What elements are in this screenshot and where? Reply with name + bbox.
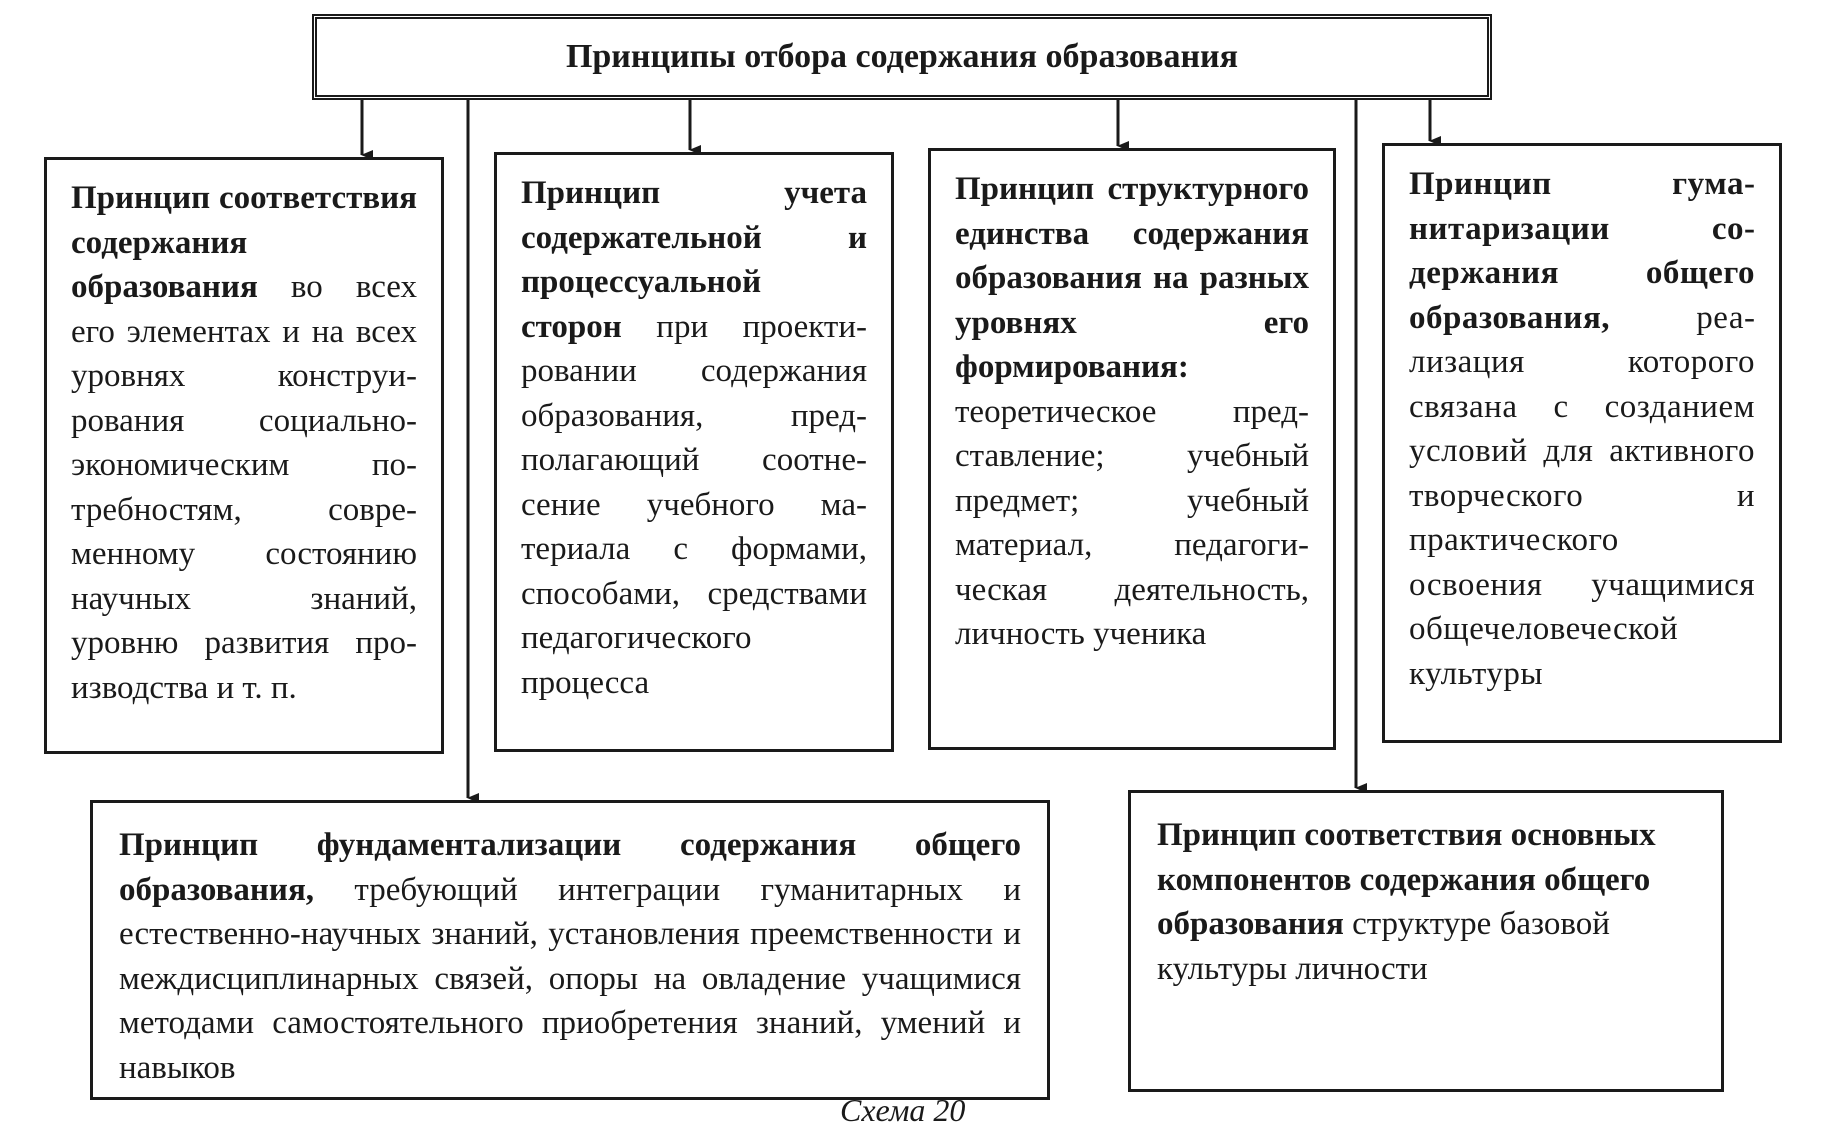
principle-box-basic-culture [1128,790,1724,1092]
diagram-title-box [312,14,1492,100]
principle-heading: Принцип учета содержательной и процессуальной сторон [521,175,867,345]
diagram-caption: Схема 20 [840,1092,966,1128]
principle-heading: Принцип гуманитаризации содержания общего образования, [1409,166,1755,336]
principle-body: теоретическое представление; учебный предмет; учебный материал, педагогическая деятельность, личность ученика [955,393,1309,652]
principle-body: при проектировании содержания образования, предполагающий соотнесение учебного материала с формами, способами, средствами педагогического процесса [521,308,867,701]
principle-heading: Принцип соответствия основных компонентов содержания общего образования [1157,817,1656,942]
principle-body: реализация которого связана с созданием условий для активного творческого и практического освоения учащимися общечеловеческой культуры [1409,299,1755,692]
principle-box-content-process [494,152,894,752]
principle-box-humanitarization [1382,143,1782,743]
diagram-title: Принципы отбора содержания образования [565,38,1239,75]
principle-box-fundamentalization [90,800,1050,1100]
principle-heading: Принцип структурного единства содержания образования на разных уровнях его формирования: [955,171,1309,385]
principle-body: во всех его элементах и на всех уровнях конструирования социально-экономическим потребностям, современному состоянию научных знаний, уровню развития производства и т. п. [71,269,417,706]
principle-body: структуре базовой культуры личности [1157,906,1610,987]
principle-heading: Принцип фундаментализации содержания общего образования, [119,827,1021,908]
principle-box-correspondence [44,157,444,754]
principle-box-structural-unity [928,148,1336,750]
principle-heading: Принцип соответствия содержания образования [71,180,417,305]
principle-body: требующий интеграции гуманитарных и естественно-научных знаний, установления преемственности и междисциплинарных связей, опоры на овладение учащимися методами самостоятельного приобретения знаний, умений и навыков [119,871,1021,1086]
